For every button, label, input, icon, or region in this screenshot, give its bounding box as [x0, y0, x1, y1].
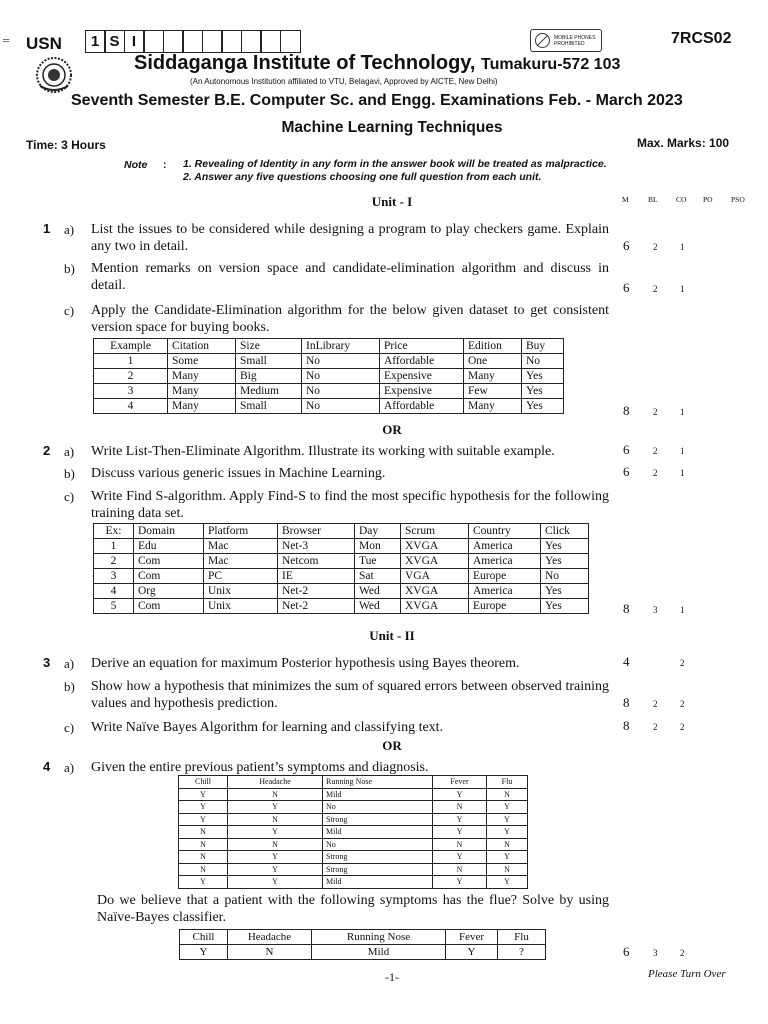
table-cell: Y: [228, 851, 323, 864]
table-cell: No: [302, 384, 380, 399]
table-cell: Org: [134, 584, 204, 599]
usn-char-box: [241, 30, 262, 53]
table-cell: 2: [94, 369, 168, 384]
table-cell: Y: [446, 945, 498, 960]
table-cell: Y: [433, 788, 487, 801]
table-cell: 2: [94, 554, 134, 569]
table-header-cell: Buy: [522, 339, 564, 354]
table-row: [94, 384, 564, 399]
table-cell: Many: [168, 384, 236, 399]
table-cell: Many: [168, 369, 236, 384]
bl-value: 2: [653, 407, 658, 417]
table-cell: Affordable: [380, 354, 464, 369]
table-cell: Medium: [236, 384, 302, 399]
table-cell: N: [228, 788, 323, 801]
table-cell: N: [487, 863, 528, 876]
table-cell: 1: [94, 539, 134, 554]
table-header-row: [94, 524, 589, 539]
table-header-cell: Fever: [446, 930, 498, 945]
bl-value: 2: [653, 446, 658, 456]
table-cell: One: [464, 354, 522, 369]
table-cell: N: [433, 838, 487, 851]
usn-char-box: I: [124, 30, 145, 53]
subpart-label: b): [64, 261, 75, 276]
marks-value: 6: [623, 464, 630, 479]
table-row: [94, 584, 589, 599]
col-co: CO: [676, 195, 687, 204]
col-marks: M: [622, 195, 629, 204]
usn-char-box: [202, 30, 223, 53]
subpart-label: a): [64, 656, 75, 671]
books-dataset-table: [93, 338, 564, 414]
question-text: Mention remarks on version space and candidate-elimination algorithm and discuss in detail.: [91, 261, 609, 293]
table-cell: Net-2: [278, 599, 355, 614]
paper-code: 7RCS02: [671, 30, 732, 47]
usn-char-box: [260, 30, 281, 53]
institute-subtitle: (An Autonomous Institution affiliated to VTU, Belagavi, Approved by AICTE, New Delhi): [190, 77, 498, 86]
col-bl: BL: [648, 195, 658, 204]
question-text: Write Naïve Bayes Algorithm for learning and classifying text.: [91, 720, 444, 735]
phone-badge-line1: MOBILE PHONES: [554, 34, 596, 41]
table-cell: Small: [236, 354, 302, 369]
table-cell: N: [179, 851, 228, 864]
table-cell: 4: [94, 399, 168, 414]
bl-value: 2: [653, 722, 658, 732]
no-phones-badge: [530, 29, 602, 52]
table-cell: Y: [487, 801, 528, 814]
table-cell: Y: [180, 945, 228, 960]
page-number: -1-: [385, 970, 399, 984]
table-header-cell: Day: [355, 524, 401, 539]
table-header-cell: Running Nose: [312, 930, 446, 945]
table-cell: Strong: [323, 851, 433, 864]
co-value: 1: [680, 242, 685, 252]
bl-value: 2: [653, 468, 658, 478]
table-cell: Yes: [522, 369, 564, 384]
table-cell: Yes: [522, 384, 564, 399]
table-row: [179, 863, 528, 876]
time-allowed: Time: 3 Hours: [26, 138, 106, 152]
table-cell: Mild: [323, 826, 433, 839]
table-cell: No: [541, 569, 589, 584]
question-text: Apply the Candidate-Elimination algorithm for the below given dataset to get consistent version space for buying books.: [91, 303, 609, 335]
table-cell: 5: [94, 599, 134, 614]
table-cell: Y: [179, 788, 228, 801]
table-cell: Y: [487, 826, 528, 839]
marks-value: 8: [623, 601, 630, 616]
bl-value: 3: [653, 948, 658, 958]
table-cell: Strong: [323, 863, 433, 876]
table-header-row: [179, 776, 528, 789]
co-value: 2: [680, 658, 685, 668]
col-pso: PSO: [731, 195, 745, 204]
subpart-label: c): [64, 720, 75, 735]
table-cell: Expensive: [380, 369, 464, 384]
no-phone-icon: [535, 33, 550, 48]
question-followup: Do we believe that a patient with the following symptoms has the flue? Solve by using Naïve-Bayes classifier.: [97, 893, 609, 925]
table-cell: Y: [487, 876, 528, 889]
marks-value: 8: [623, 718, 630, 733]
table-cell: Net-2: [278, 584, 355, 599]
table-cell: N: [228, 813, 323, 826]
table-cell: Y: [433, 813, 487, 826]
table-cell: Mon: [355, 539, 401, 554]
table-header-cell: Edition: [464, 339, 522, 354]
table-cell: Y: [433, 876, 487, 889]
please-turn-over: Please Turn Over: [648, 968, 726, 980]
table-row: [94, 399, 564, 414]
marks-value: 8: [623, 403, 630, 418]
marks-value: 6: [623, 944, 630, 959]
table-cell: N: [433, 863, 487, 876]
table-cell: Y: [179, 801, 228, 814]
subject-title: Machine Learning Techniques: [281, 119, 503, 136]
table-cell: Mild: [323, 788, 433, 801]
note-1: 1. Revealing of Identity in any form in the answer book will be treated as malpractice.: [183, 158, 607, 170]
co-value: 1: [680, 468, 685, 478]
table-header-cell: Running Nose: [323, 776, 433, 789]
question-text: List the issues to be considered while designing a program to play checkers game. Explain any two in detail.: [91, 222, 609, 254]
table-cell: Some: [168, 354, 236, 369]
table-header-cell: Platform: [204, 524, 278, 539]
bl-value: 2: [653, 699, 658, 709]
table-row: [94, 569, 589, 584]
table-cell: Yes: [541, 539, 589, 554]
max-marks: Max. Marks: 100: [637, 136, 730, 150]
col-po: PO: [703, 195, 713, 204]
table-cell: Y: [228, 876, 323, 889]
table-cell: Small: [236, 399, 302, 414]
table-header-cell: Domain: [134, 524, 204, 539]
usn-char-box: 1: [85, 30, 106, 53]
subpart-label: b): [64, 679, 75, 694]
table-header-cell: Price: [380, 339, 464, 354]
usn-char-box: [280, 30, 301, 53]
table-cell: Yes: [541, 554, 589, 569]
marks-value: 6: [623, 442, 630, 457]
table-cell: Yes: [541, 599, 589, 614]
table-cell: 1: [94, 354, 168, 369]
table-header-cell: Flu: [487, 776, 528, 789]
table-cell: PC: [204, 569, 278, 584]
bl-value: 3: [653, 605, 658, 615]
co-value: 1: [680, 284, 685, 294]
note-label: Note: [124, 159, 148, 171]
co-value: 1: [680, 446, 685, 456]
table-cell: XVGA: [401, 539, 469, 554]
table-header-cell: Click: [541, 524, 589, 539]
table-cell: No: [302, 369, 380, 384]
note-colon: :: [163, 159, 167, 171]
table-cell: Sat: [355, 569, 401, 584]
table-cell: No: [522, 354, 564, 369]
table-cell: 3: [94, 384, 168, 399]
table-row: [180, 945, 546, 960]
table-cell: Yes: [541, 584, 589, 599]
table-cell: Many: [168, 399, 236, 414]
table-row: [179, 838, 528, 851]
table-cell: America: [469, 584, 541, 599]
marks-value: 4: [623, 654, 630, 669]
question-text: Given the entire previous patient’s symptoms and diagnosis.: [91, 760, 429, 775]
table-cell: Y: [487, 813, 528, 826]
table-cell: Y: [228, 826, 323, 839]
table-row: [94, 539, 589, 554]
table-cell: Many: [464, 369, 522, 384]
table-header-cell: Chill: [179, 776, 228, 789]
table-cell: America: [469, 554, 541, 569]
table-cell: Tue: [355, 554, 401, 569]
table-cell: America: [469, 539, 541, 554]
co-value: 1: [680, 605, 685, 615]
table-cell: Netcom: [278, 554, 355, 569]
table-header-cell: Example: [94, 339, 168, 354]
question-text: Show how a hypothesis that minimizes the sum of squared errors between observed training values and hypothesis prediction.: [91, 679, 609, 711]
table-row: [179, 851, 528, 864]
table-cell: N: [487, 838, 528, 851]
table-cell: Mild: [312, 945, 446, 960]
margin-mark: =: [2, 36, 11, 47]
table-cell: N: [228, 838, 323, 851]
marks-value: 8: [623, 695, 630, 710]
subpart-label: a): [64, 760, 75, 775]
institute-logo-icon: [34, 56, 74, 94]
table-row: [94, 554, 589, 569]
subpart-label: b): [64, 466, 75, 481]
table-cell: Unix: [204, 584, 278, 599]
subpart-label: c): [64, 489, 75, 504]
table-row: [179, 813, 528, 826]
table-row: [179, 801, 528, 814]
table-row: [179, 826, 528, 839]
table-cell: Yes: [522, 399, 564, 414]
institute-title: Siddaganga Institute of Technology,: [134, 52, 476, 74]
table-cell: Mac: [204, 539, 278, 554]
table-cell: Y: [228, 801, 323, 814]
table-cell: N: [433, 801, 487, 814]
table-cell: Strong: [323, 813, 433, 826]
question-number: 2: [43, 443, 51, 458]
table-row: [94, 369, 564, 384]
table-cell: Affordable: [380, 399, 464, 414]
table-cell: N: [179, 863, 228, 876]
usn-boxes: [86, 30, 301, 53]
table-cell: Y: [179, 876, 228, 889]
table-cell: Com: [134, 599, 204, 614]
table-cell: ?: [498, 945, 546, 960]
table-row: [94, 354, 564, 369]
unit-2-heading: Unit - II: [369, 628, 415, 643]
table-cell: Y: [228, 863, 323, 876]
table-cell: Y: [179, 813, 228, 826]
question-text: Derive an equation for maximum Posterior hypothesis using Bayes theorem.: [91, 656, 520, 671]
table-header-cell: Ex:: [94, 524, 134, 539]
question-number: 3: [43, 655, 51, 670]
table-cell: XVGA: [401, 599, 469, 614]
table-cell: XVGA: [401, 584, 469, 599]
table-cell: Europe: [469, 599, 541, 614]
table-header-cell: Size: [236, 339, 302, 354]
table-header-cell: Browser: [278, 524, 355, 539]
table-cell: No: [302, 399, 380, 414]
usn-char-box: [143, 30, 164, 53]
table-row: [179, 876, 528, 889]
table-cell: N: [487, 788, 528, 801]
co-value: 2: [680, 948, 685, 958]
usn-char-box: [163, 30, 184, 53]
table-header-cell: Fever: [433, 776, 487, 789]
usn-char-box: [221, 30, 242, 53]
table-header-cell: Headache: [228, 776, 323, 789]
co-value: 1: [680, 407, 685, 417]
query-patient-table: [179, 929, 546, 960]
table-cell: Com: [134, 554, 204, 569]
note-2: 2. Answer any five questions choosing one full question from each unit.: [183, 171, 542, 183]
table-cell: 4: [94, 584, 134, 599]
table-cell: No: [323, 801, 433, 814]
table-cell: Many: [464, 399, 522, 414]
marks-value: 6: [623, 280, 630, 295]
table-cell: Europe: [469, 569, 541, 584]
exam-title: Seventh Semester B.E. Computer Sc. and Engg. Examinations Feb. - March 2023: [71, 92, 683, 109]
bl-value: 2: [653, 242, 658, 252]
table-cell: XVGA: [401, 554, 469, 569]
usn-char-box: [182, 30, 203, 53]
table-row: [179, 788, 528, 801]
table-header-cell: Scrum: [401, 524, 469, 539]
question-text: Write Find S-algorithm. Apply Find-S to find the most specific hypothesis for the following training data set.: [91, 489, 609, 521]
table-cell: 3: [94, 569, 134, 584]
table-header-cell: Citation: [168, 339, 236, 354]
table-cell: Y: [487, 851, 528, 864]
table-cell: IE: [278, 569, 355, 584]
phone-badge-line2: PROHIBITED: [554, 40, 585, 47]
patient-symptoms-table: [178, 775, 528, 889]
table-header-row: [180, 930, 546, 945]
table-cell: No: [302, 354, 380, 369]
bl-value: 2: [653, 284, 658, 294]
table-header-cell: Flu: [498, 930, 546, 945]
institute-city: Tumakuru-572 103: [481, 56, 621, 73]
table-cell: No: [323, 838, 433, 851]
table-cell: Few: [464, 384, 522, 399]
question-number: 1: [43, 221, 51, 236]
unit-1-heading: Unit - I: [371, 194, 413, 209]
table-cell: N: [228, 945, 312, 960]
marks-value: 6: [623, 238, 630, 253]
table-cell: N: [179, 826, 228, 839]
table-cell: Mild: [323, 876, 433, 889]
institute-name: [134, 52, 620, 75]
or-divider: OR: [382, 422, 402, 437]
co-value: 2: [680, 722, 685, 732]
click-dataset-table: [93, 523, 589, 614]
table-cell: Wed: [355, 584, 401, 599]
table-row: [94, 599, 589, 614]
table-cell: Expensive: [380, 384, 464, 399]
table-header-cell: Headache: [228, 930, 312, 945]
table-cell: Mac: [204, 554, 278, 569]
table-header-cell: InLibrary: [302, 339, 380, 354]
co-value: 2: [680, 699, 685, 709]
table-header-row: [94, 339, 564, 354]
table-cell: Net-3: [278, 539, 355, 554]
table-cell: Wed: [355, 599, 401, 614]
table-cell: Unix: [204, 599, 278, 614]
table-cell: Big: [236, 369, 302, 384]
table-cell: Y: [433, 851, 487, 864]
table-cell: Edu: [134, 539, 204, 554]
or-divider: OR: [382, 738, 402, 753]
table-cell: VGA: [401, 569, 469, 584]
table-cell: Y: [433, 826, 487, 839]
table-header-cell: Chill: [180, 930, 228, 945]
subpart-label: a): [64, 222, 75, 237]
usn-label: USN: [26, 34, 62, 53]
table-header-cell: Country: [469, 524, 541, 539]
question-number: 4: [43, 759, 51, 774]
question-text: Discuss various generic issues in Machine Learning.: [91, 466, 386, 481]
table-cell: Com: [134, 569, 204, 584]
subpart-label: c): [64, 303, 75, 318]
table-cell: N: [179, 838, 228, 851]
question-text: Write List-Then-Eliminate Algorithm. Illustrate its working with suitable example.: [91, 444, 555, 459]
usn-char-box: S: [104, 30, 125, 53]
subpart-label: a): [64, 444, 75, 459]
